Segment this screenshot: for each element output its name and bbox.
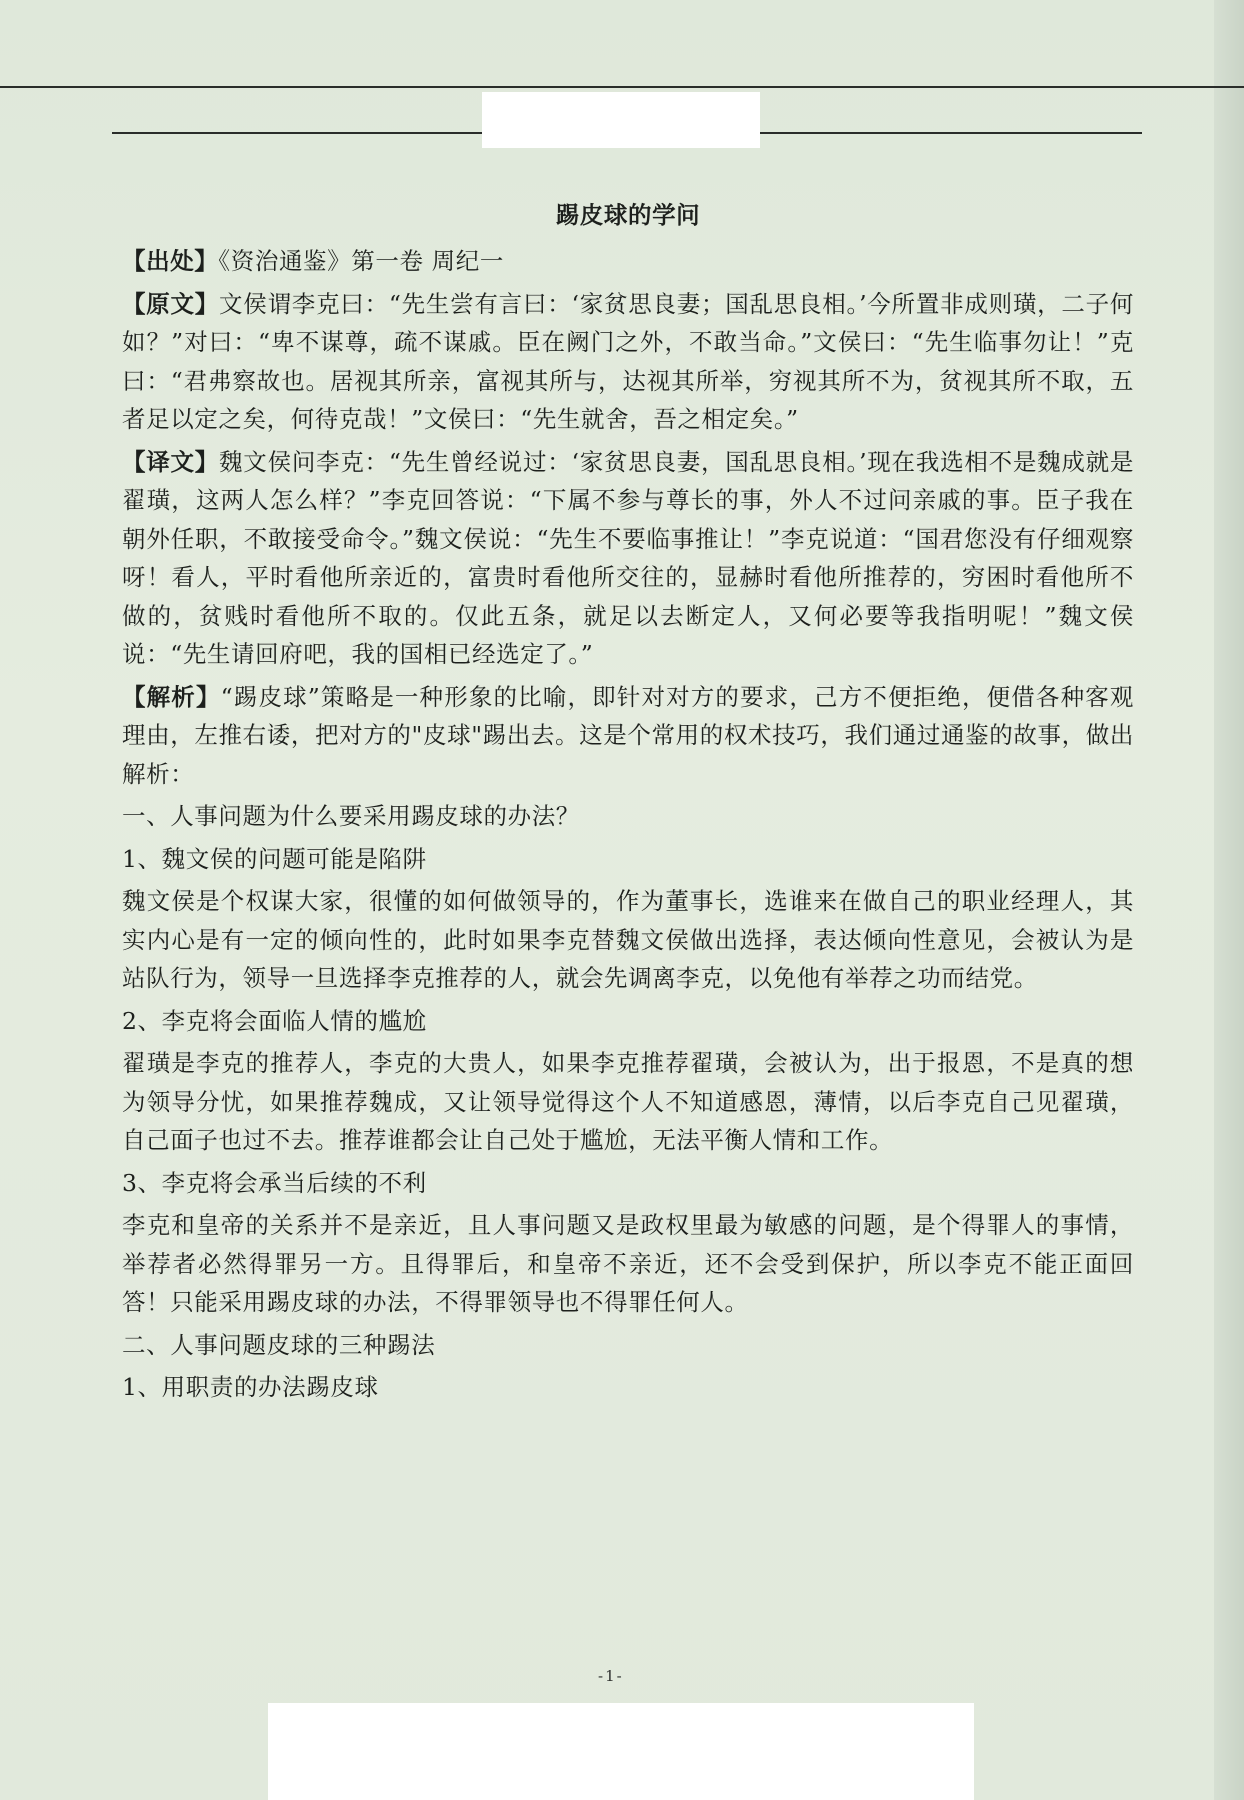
paragraph-text: 文侯谓李克曰：“先生尝有言曰：‘家贫思良妻；国乱思良相。’今所置非成则璜，二子何如？”对曰：“卑不谋尊，疏不谋戚。臣在阙门之外，不敢当命。”文侯曰：“先生临事勿让！”克曰：“君弗察故也。居视其所亲，富视其所与，达视其所举，穷视其所不为，贫视其所不取，五者足以定之矣，何待克哉！”文侯曰：“先生就舍，吾之相定矣。” [122, 289, 1134, 433]
paragraph-text: 李克和皇帝的关系并不是亲近，且人事问题又是政权里最为敏感的问题，是个得罪人的事情，举荐者必然得罪另一方。且得罪后，和皇帝不亲近，还不会受到保护，所以李克不能正面回答！只能采用踢皮球的办法，不得罪领导也不得罪任何人。 [122, 1211, 1134, 1316]
paragraph [122, 678, 1134, 794]
redacted-footer-block [268, 1703, 974, 1800]
paragraph [122, 1368, 1134, 1407]
paragraph-text: 1、用职责的办法踢皮球 [122, 1373, 379, 1401]
paragraph-list [122, 242, 1134, 1407]
paragraph-tag: 【原文】 [122, 289, 220, 318]
paragraph-text: 翟璜是李克的推荐人，李克的大贵人，如果李克推荐翟璜，会被认为，出于报恩，不是真的想为领导分忧，如果推荐魏成，又让领导觉得这个人不知道感恩，薄情，以后李克自己见翟璜，自己面子也过不去。推荐谁都会让自己处于尴尬，无法平衡人情和工作。 [122, 1049, 1134, 1154]
paragraph-text: 一、人事问题为什么要采用踢皮球的办法？ [122, 802, 580, 830]
paragraph [122, 797, 1134, 836]
paragraph [122, 1326, 1134, 1365]
paragraph [122, 443, 1134, 674]
paragraph [122, 242, 1134, 281]
paragraph-text: 《资治通鉴》第一卷 周纪一 [218, 247, 504, 275]
document-body [122, 196, 1134, 1411]
paragraph-text: “踢皮球”策略是一种形象的比喻，即针对对方的要求，己方不便拒绝，便借各种客观理由，左推右诿，把对方的"皮球"踢出去。这是个常用的权术技巧，我们通过通鉴的故事，做出解析： [122, 682, 1134, 788]
paragraph-tag: 【译文】 [122, 447, 220, 476]
paragraph [122, 840, 1134, 879]
redacted-header-block [482, 92, 760, 148]
paragraph [122, 1044, 1134, 1160]
paragraph [122, 882, 1134, 998]
paragraph [122, 1002, 1134, 1041]
document-title: 踢皮球的学问 [555, 201, 701, 229]
paragraph-text: 2、李克将会面临人情的尴尬 [122, 1006, 427, 1035]
paragraph-text: 1、魏文侯的问题可能是陷阱 [122, 844, 427, 873]
redacted-footer-block-2 [870, 1730, 974, 1800]
page-edge-shadow [1214, 0, 1244, 1800]
paragraph-text: 魏文侯问李克：“先生曾经说过：‘家贫思良妻，国乱思良相。’现在我选相不是魏成就是翟璜，这两人怎么样？”李克回答说：“下属不参与尊长的事，外人不过问亲戚的事。臣子我在朝外任职，不敢接受命令。”魏文侯说：“先生不要临事推让！”李克说道：“国君您没有仔细观察呀！看人，平时看他所亲近的，富贵时看他所交往的，显赫时看他所推荐的，穷困时看他所不做的，贫贱时看他所不取的。仅此五条，就足以去断定人，又何必要等我指明呢！”魏文侯说：“先生请回府吧，我的国相已经选定了。” [122, 447, 1134, 668]
paragraph-tag: 【解析】 [122, 682, 221, 711]
paragraph-tag: 【出处】 [122, 247, 219, 275]
top-rule [0, 86, 1244, 88]
paragraph [122, 1164, 1134, 1203]
paragraph [122, 1206, 1134, 1322]
paragraph-text: 3、李克将会承当后续的不利 [122, 1168, 427, 1197]
paragraph-text: 魏文侯是个权谋大家，很懂的如何做领导的，作为董事长，选谁来在做自己的职业经理人，其实内心是有一定的倾向性的，此时如果李克替魏文侯做出选择，表达倾向性意见，会被认为是站队行为，领导一旦选择李克推荐的人，就会先调离李克，以免他有举荐之功而结党。 [122, 887, 1134, 992]
page-number: -1- [598, 1667, 624, 1685]
paragraph [122, 285, 1134, 439]
paragraph-text: 二、人事问题皮球的三种踢法 [122, 1330, 436, 1359]
